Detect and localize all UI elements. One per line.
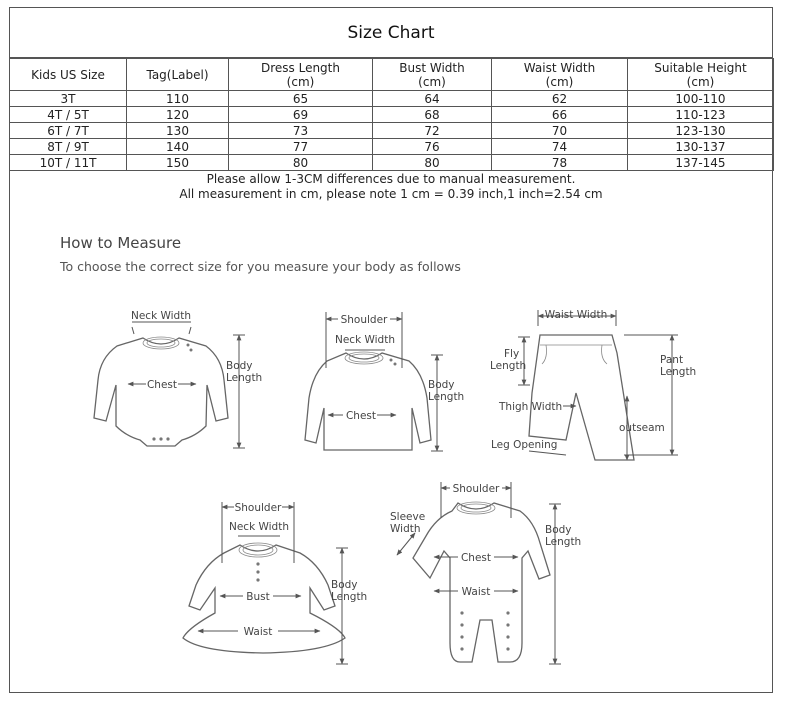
size-chart-frame — [9, 7, 773, 693]
column-header-suitable-height: Suitable Height (cm) — [628, 59, 774, 91]
table-cell: 76 — [373, 139, 492, 155]
romper-diagram — [390, 482, 581, 664]
measurement-diagrams — [10, 8, 774, 694]
column-header-kids-us-size: Kids US Size — [10, 59, 127, 91]
label-body-length-1: Body — [428, 379, 455, 391]
measurement-note-1: Please allow 1-3CM differences due to manual measurement. — [206, 172, 576, 186]
table-cell: 69 — [229, 107, 373, 123]
table-cell: 64 — [373, 91, 492, 107]
label-chest: Chest — [146, 379, 178, 391]
table-cell: 65 — [229, 91, 373, 107]
table-cell: 73 — [229, 123, 373, 139]
label-leg-opening: Leg Opening — [491, 439, 558, 451]
label-body-length-2: Length — [331, 591, 368, 603]
label-bust: Bust — [246, 591, 270, 603]
label-body-length-2: Length — [545, 536, 582, 548]
table-cell: 140 — [127, 139, 229, 155]
table-cell: 80 — [229, 155, 373, 171]
table-cell: 4T / 5T — [10, 107, 127, 123]
table-cell: 74 — [492, 139, 628, 155]
table-cell: 80 — [373, 155, 492, 171]
table-cell: 77 — [229, 139, 373, 155]
label-waist: Waist — [461, 586, 491, 598]
page-title: Size Chart — [10, 8, 772, 58]
table-cell: 130 — [127, 123, 229, 139]
label-outseam: outseam — [619, 422, 665, 434]
column-header-waist-width: Waist Width (cm) — [492, 59, 628, 91]
label-neck-width: Neck Width — [228, 521, 290, 533]
table-cell: 120 — [127, 107, 229, 123]
table-cell: 8T / 9T — [10, 139, 127, 155]
label-chest: Chest — [460, 552, 492, 564]
table-cell: 78 — [492, 155, 628, 171]
label-neck-width: Neck Width — [334, 334, 396, 346]
label-body-length-1: Body — [331, 579, 358, 591]
table-cell: 72 — [373, 123, 492, 139]
label-body-length-1: Body — [226, 360, 253, 372]
shirt-diagram — [305, 312, 464, 451]
table-cell: 100-110 — [628, 91, 774, 107]
label-fly-length-2: Length — [490, 360, 527, 372]
bodysuit-diagram — [94, 310, 262, 448]
how-to-measure-heading: How to Measure — [60, 234, 182, 252]
column-header-dress-length: Dress Length (cm) — [229, 59, 373, 91]
label-body-length-2: Length — [428, 391, 465, 403]
table-cell: 110-123 — [628, 107, 774, 123]
table-cell: 137-145 — [628, 155, 774, 171]
label-body-length-1: Body — [545, 524, 572, 536]
measurement-note-2: All measurement in cm, please note 1 cm = 0.39 inch,1 inch=2.54 cm — [179, 187, 603, 201]
table-cell: 123-130 — [628, 123, 774, 139]
how-to-measure-subheading: To choose the correct size for you measure your body as follows — [60, 259, 461, 274]
label-waist: Waist — [243, 626, 273, 638]
table-cell: 130-137 — [628, 139, 774, 155]
label-fly-length-1: Fly — [504, 348, 520, 360]
table-cell: 6T / 7T — [10, 123, 127, 139]
label-sleeve-width-1: Sleeve — [390, 511, 426, 523]
column-header-bust-width: Bust Width (cm) — [373, 59, 492, 91]
label-thigh-width: Thigh Width — [499, 401, 563, 413]
table-cell: 68 — [373, 107, 492, 123]
table-cell: 62 — [492, 91, 628, 107]
table-cell: 3T — [10, 91, 127, 107]
label-waist-width: Waist Width — [544, 309, 608, 321]
pants-diagram — [490, 309, 696, 460]
table-cell: 110 — [127, 91, 229, 107]
column-header-tag-label: Tag(Label) — [127, 59, 229, 91]
label-shoulder: Shoulder — [234, 502, 282, 514]
table-cell: 70 — [492, 123, 628, 139]
label-shoulder: Shoulder — [340, 314, 388, 326]
label-shoulder: Shoulder — [452, 483, 500, 495]
label-sleeve-width-2: Width — [390, 523, 421, 535]
label-body-length-2: Length — [226, 372, 263, 384]
table-cell: 150 — [127, 155, 229, 171]
label-neck-width: Neck Width — [130, 310, 192, 322]
table-cell: 66 — [492, 107, 628, 123]
dress-diagram — [183, 502, 367, 664]
label-pant-length-2: Length — [660, 366, 697, 378]
label-chest: Chest — [345, 410, 377, 422]
label-pant-length-1: Pant — [660, 354, 684, 366]
table-cell: 10T / 11T — [10, 155, 127, 171]
